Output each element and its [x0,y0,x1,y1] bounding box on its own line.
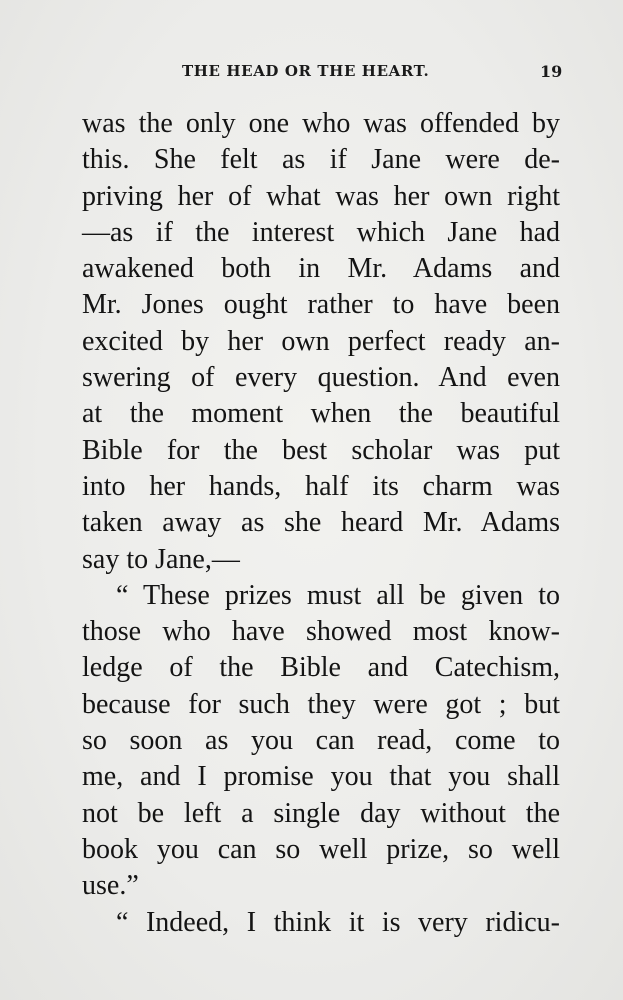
text-line: because for such they were got ; but [82,688,560,720]
text-line: priving her of what was her own right [82,180,560,212]
text-line: Mr. Jones ought rather to have been [82,289,560,321]
text-line: use.” [82,870,139,902]
text-line: so soon as you can read, come to [82,725,560,757]
text-line: not be left a single day without the [82,797,560,829]
page-number: 19 [540,62,563,81]
text-line: “ Indeed, I think it is very ridicu- [116,906,560,938]
text-line: ledge of the Bible and Catechism, [82,652,560,684]
text-line: book you can so well prize, so well [82,833,560,865]
text-line: awakened both in Mr. Adams and [82,253,560,285]
text-line: into her hands, half its charm was [82,470,560,502]
running-head-title: THE HEAD OR THE HEART. [182,62,430,80]
running-head [0,62,623,86]
text-line: at the moment when the beautiful [82,398,560,430]
text-line: —as if the interest which Jane had [82,216,560,248]
text-line: excited by her own perfect ready an- [82,325,560,357]
text-line: swering of every question. And even [82,362,560,394]
text-line: those who have showed most know- [82,616,560,648]
text-line: “ These prizes must all be given to [116,579,560,611]
text-line: me, and I promise you that you shall [82,761,560,793]
text-line: was the only one who was offended by [82,108,560,139]
text-line: say to Jane,— [82,543,240,575]
text-line: this. She felt as if Jane were de- [82,144,560,176]
text-line: Bible for the best scholar was put [82,434,560,466]
text-line: taken away as she heard Mr. Adams [82,507,560,539]
body-text [82,106,560,941]
